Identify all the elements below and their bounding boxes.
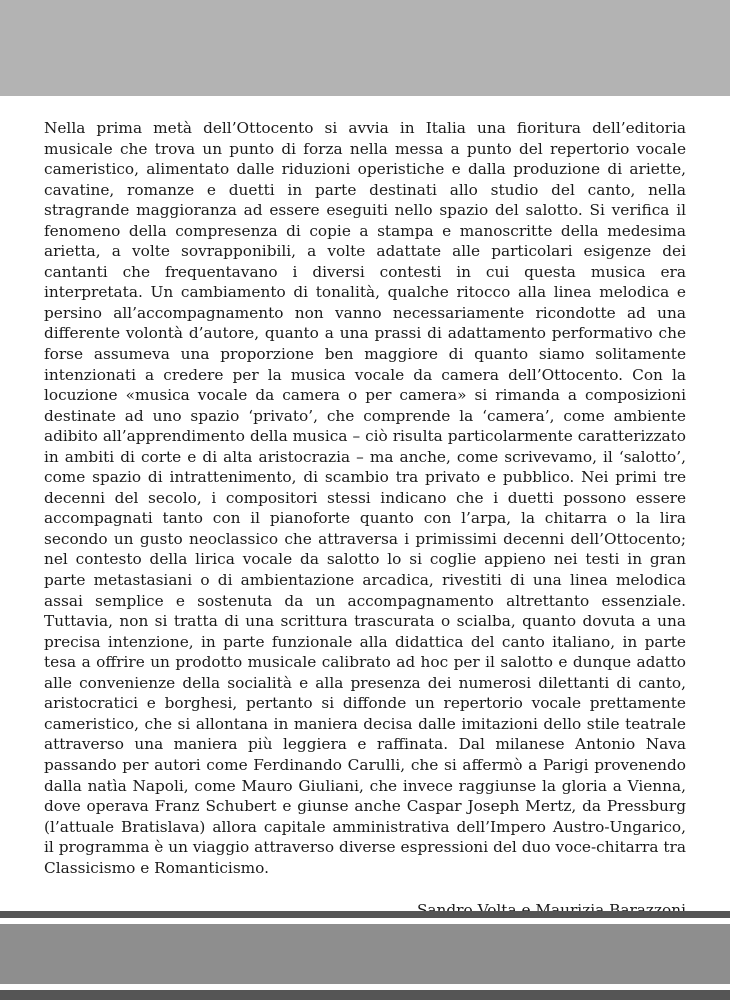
header-band [0, 0, 730, 96]
footer-band [0, 924, 730, 984]
footer-stripe-bottom [0, 990, 730, 1000]
page-content [44, 118, 686, 920]
footer-stripe-top [0, 911, 730, 918]
body-paragraph: Nella prima metà dell’Ottocento si avvia in Italia una fioritura dell’editoria musicale che trova un punto di forza nella messa a punto del repertorio vocale cameristico, alimentato dalle riduzioni operistiche e dalla produzione di ariette, cavatine, romanze e duetti in parte destinati allo studio del canto, nella stragrande maggioranza ad essere eseguiti nello spazio del salotto. Si verifica il fenomeno della compresenza di copie a stampa e manoscritte della medesima arietta, a volte sovrapponibili, a volte adattate alle particolari esigenze dei cantanti che frequentavano i diversi contesti in cui questa musica era interpretata. Un cambiamento di tonalità, qualche ritocco alla linea melodica e persino all’accompagnamento non vanno necessariamente ricondotte ad una differente volontà d’autore, quanto a una prassi di adattamento performativo che forse assumeva una proporzione ben maggiore di quanto siamo solitamente intenzionati a credere per la musica vocale da camera dell’Ottocento. Con la locuzione «musica vocale da camera o per camera» si rimanda a composizioni destinate ad uno spazio ‘privato’, che comprende la ‘camera’, come ambiente adibito all’apprendimento della musica – ciò risulta particolarmente caratterizzato in ambiti di corte e di alta aristocrazia – ma anche, come scrivevamo, il ‘salotto’, come spazio di intrattenimento, di scambio tra privato e pubblico. Nei primi tre decenni del secolo, i compositori stessi indicano che i duetti possono essere accompagnati tanto con il pianoforte quanto con l’arpa, la chitarra o la lira secondo un gusto neoclassico che attraversa i primissimi decenni dell’Ottocento; nel contesto della lirica vocale da salotto lo si coglie appieno nei testi in gran parte metastasiani o di ambientazione arcadica, rivestiti di una linea melodica assai semplice e sostenuta da un accompagnamento altrettanto essenziale. Tuttavia, non si tratta di una scrittura trascurata o scialba, quanto dovuta a una precisa intenzione, in parte funzionale alla didattica del canto italiano, in parte tesa a offrire un prodotto musicale calibrato ad hoc per il salotto e dunque adatto alle convenienze della socialità e alla presenza dei numerosi dilettanti di canto, aristocratici e borghesi, pertanto si diffonde un repertorio vocale prettamente cameristico, che si allontana in maniera decisa dalle imitazioni dello stile teatrale attraverso una maniera più leggiera e raffinata. Dal milanese Antonio Nava passando per autori come Ferdinando Carulli, che si affermò a Parigi provenendo dalla natìa Napoli, come Mauro Giuliani, che invece raggiunse la gloria a Vienna, dove operava Franz Schubert e giunse anche Caspar Joseph Mertz, da Pressburg (l’attuale Bratislava) allora capitale amministrativa dell’Impero Austro-Ungarico, il programma è un viaggio attraverso diverse espressioni del duo voce-chitarra tra Classicismo e Romanticismo. [44, 119, 686, 877]
